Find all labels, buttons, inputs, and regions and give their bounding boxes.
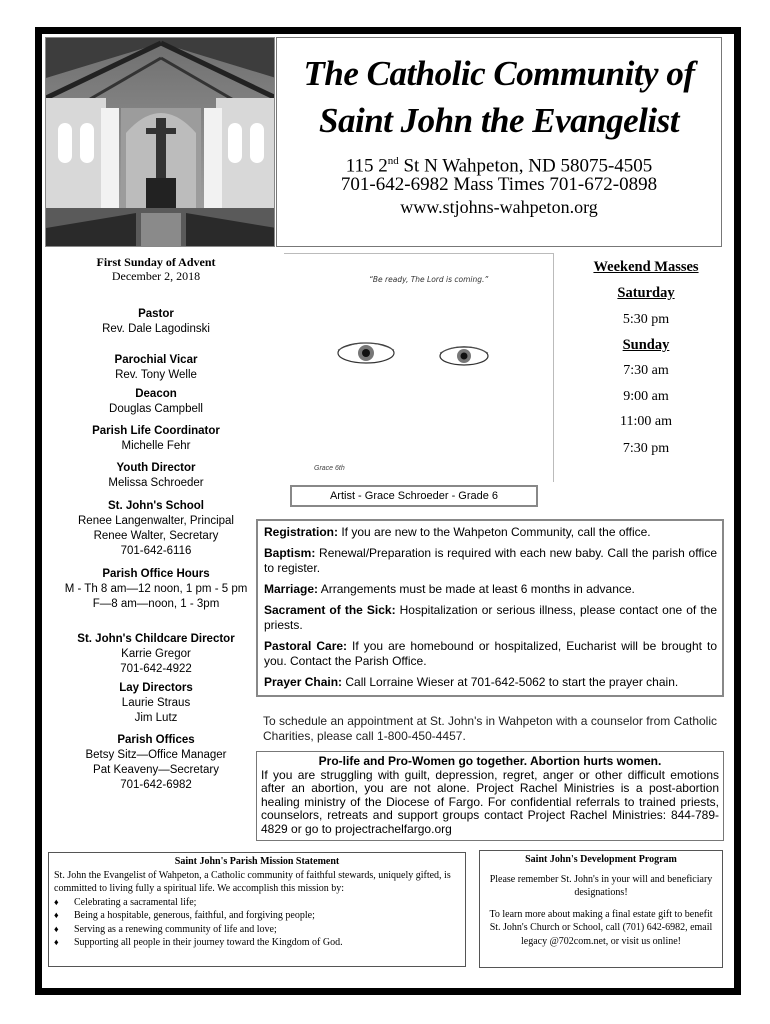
mission-intro: St. John the Evangelist of Wahpeton, a Catholic community of faithful stewards, uniquely gifted, is committed to living fully a spiritual life. We accomplish this mission by: (54, 869, 451, 894)
sacraments-info-box (256, 519, 724, 697)
sick-info: Sacrament of the Sick: Hospitalization or serious illness, please contact one of the priests. (264, 603, 718, 632)
saturday-mass-time: 5:30 pm (622, 312, 670, 327)
drawing-signature: Grace 6th (314, 465, 345, 472)
saturday-heading: Saturday (617, 285, 675, 301)
prolife-box (256, 751, 724, 841)
advent-drawing (284, 253, 554, 482)
weekend-masses-heading: Weekend Masses (593, 259, 699, 275)
occasion: First Sunday of Advent (96, 255, 216, 269)
prayer-chain-info: Prayer Chain: Call Lorraine Wieser at 701-642-5062 to start the prayer chain. (264, 675, 679, 689)
mission-heading: Saint John's Parish Mission Statement (174, 856, 340, 867)
staff-childcare-director: St. John's Childcare Director Karrie Gregor 701-642-4922 (77, 633, 235, 675)
mission-statement-box (48, 852, 466, 967)
pastoral-care-info: Pastoral Care: If you are homebound or hospitalized, Eucharist will be brought to you. Contact the Parish Office. (264, 639, 717, 668)
prolife-body: If you are struggling with guilt, depression, regret, anger or other difficult emotions after an abortion, you are not alone. Project Rachel Ministries is a post-abortion healing ministry of the Diocese of Fargo. For confidential referrals to trained priests, counselors, retreats and support groups contact Project Rachel Ministries: 844-789-4829 or go to projectrachelfargo.org (261, 767, 719, 836)
sunday-mass-time: 7:30 pm (622, 441, 670, 456)
eyes-drawing (324, 334, 524, 374)
staff-parish-life-coordinator: Parish Life Coordinator Michelle Fehr (92, 425, 220, 452)
registration-info: Registration: If you are new to the Wahpeton Community, call the office. (264, 525, 651, 539)
development-para2: To learn more about making a final estate gift to benefit St. John's Church or School, call (701) 642-6982, email legacy @702com.net, or visit us online! (489, 908, 713, 947)
drawing-quote: “Be ready, The Lord is coming.” (369, 275, 489, 284)
staff-lay-directors: Lay Directors Laurie Straus Jim Lutz (119, 682, 193, 724)
drawing-caption: Artist - Grace Schroeder - Grade 6 (290, 485, 538, 507)
staff-pastor: Pastor Rev. Dale Lagodinski (102, 308, 210, 335)
sunday-mass-time: 11:00 am (620, 414, 672, 429)
parish-address: 115 2nd St N Wahpeton, ND 58075-4505 (345, 155, 653, 177)
list-item: ♦ Supporting all people in their journey toward the Kingdom of God. (54, 936, 460, 950)
baptism-info: Baptism: Renewal/Preparation is required with each new baby. Call the parish office to register. (264, 546, 717, 575)
staff-school: St. John's School Renee Langenwalter, Principal Renee Walter, Secretary 701-642-6116 (78, 500, 234, 557)
sunday-mass-time: 9:00 am (623, 389, 669, 404)
staff-parochial-vicar: Parochial Vicar Rev. Tony Welle (114, 354, 198, 381)
staff-youth-director: Youth Director Melissa Schroeder (108, 462, 204, 489)
marriage-info: Marriage: Arrangements must be made at least 6 months in advance. (264, 582, 635, 596)
mission-list (54, 896, 460, 950)
parish-phones: 701-642-6982 Mass Times 701-672-0898 (340, 174, 658, 195)
development-program-box (479, 850, 723, 968)
bulletin-date: December 2, 2018 (111, 269, 201, 283)
prolife-heading: Pro-life and Pro-Women go together. Abortion hurts women. (318, 754, 662, 768)
sunday-heading: Sunday (622, 337, 670, 353)
parish-website[interactable]: www.stjohns-wahpeton.org (400, 197, 598, 217)
list-item: ♦ Celebrating a sacramental life; (54, 896, 460, 910)
title-block (276, 37, 722, 247)
list-item: ♦ Being a hospitable, generous, faithful, and forgiving people; (54, 909, 460, 923)
list-item: ♦ Serving as a renewing community of life and love; (54, 923, 460, 937)
staff-parish-offices: Parish Offices Betsy Sitz—Office Manager Pat Keaveny—Secretary 701-642-6982 (85, 734, 227, 791)
parish-title-line2: Saint John the Evangelist (319, 101, 679, 140)
counseling-notice: To schedule an appointment at St. John's in Wahpeton with a counselor from Catholic Charities, please call 1-800-450-4457. (263, 714, 717, 743)
development-heading: Saint John's Development Program (525, 854, 677, 865)
parish-title-line1: The Catholic Community of (303, 54, 695, 93)
church-interior-photo (45, 37, 275, 247)
staff-deacon: Deacon Douglas Campbell (109, 388, 203, 415)
sunday-mass-time: 7:30 am (623, 363, 669, 378)
office-hours: Parish Office Hours M - Th 8 am—12 noon, 1 pm - 5 pm F—8 am—noon, 1 - 3pm (64, 568, 248, 610)
development-para1: Please remember St. John's in your will and beneficiary designations! (489, 873, 713, 898)
